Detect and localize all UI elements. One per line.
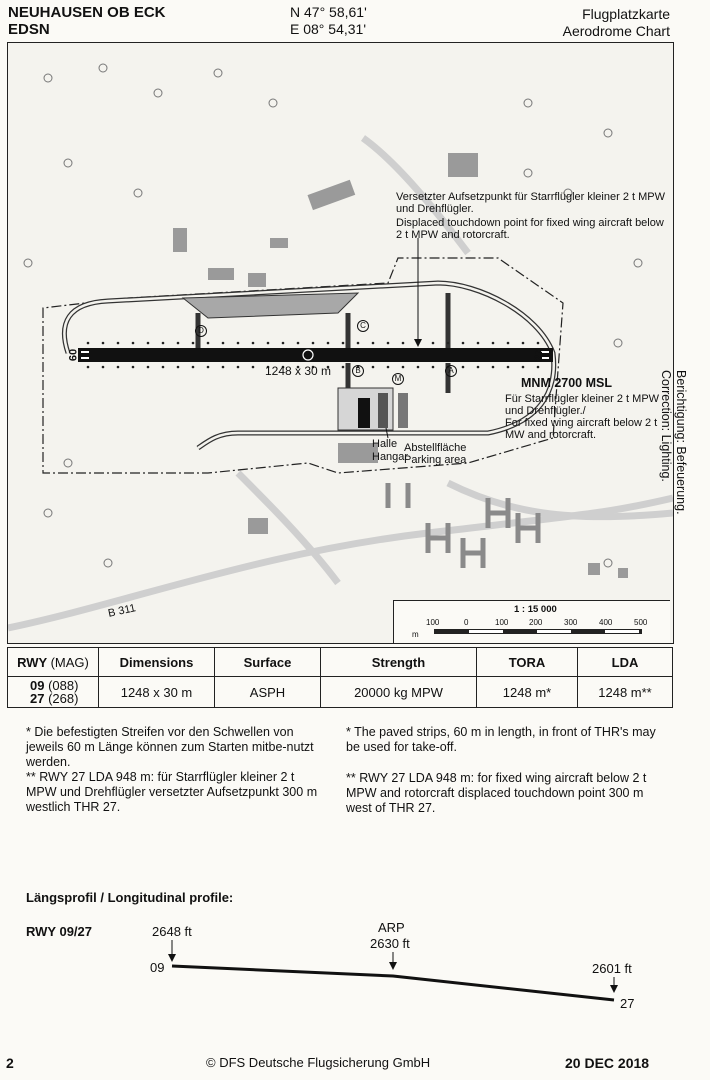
scale-tick-2: 100 bbox=[495, 618, 509, 627]
profile-left-thr: 09 bbox=[150, 960, 165, 975]
profile-title: Längsprofil / Longitudinal profile: bbox=[26, 890, 234, 905]
note-de-1: * Die befestigten Streifen vor den Schwellen von jeweils 60 m Länge können zum Starten mitbe-nutzt werden. bbox=[26, 725, 314, 769]
scale-tick-5: 400 bbox=[599, 618, 613, 627]
copyright: © DFS Deutsche Flugsicherung GmbH bbox=[206, 1055, 431, 1070]
scale-unit: m bbox=[412, 630, 419, 639]
header-lda: LDA bbox=[578, 648, 673, 677]
scale-title: 1 : 15 000 bbox=[514, 604, 557, 615]
displaced-note-de: Versetzter Aufsetzpunkt für Starrflügler kleiner 2 t MPW und Drehflügler. bbox=[396, 191, 665, 215]
profile-right-elev: 2601 ft bbox=[592, 961, 632, 976]
hangar-label: Hangar bbox=[372, 451, 409, 463]
scale-tick-3: 200 bbox=[529, 618, 543, 627]
taxiway-m-label: M bbox=[392, 373, 404, 385]
note-en-1: * The paved strips, 60 m in length, in front of THR's may be used for take-off. bbox=[346, 725, 656, 754]
latitude: N 47° 58,61' bbox=[290, 4, 367, 20]
header-tora: TORA bbox=[477, 648, 578, 677]
cell-lda: 1248 m** bbox=[578, 677, 673, 708]
longitude: E 08° 54,31' bbox=[290, 21, 366, 37]
profile-left-elev: 2648 ft bbox=[152, 924, 192, 939]
halle-label: Halle bbox=[372, 438, 398, 450]
taxiway-c-label: C bbox=[357, 320, 369, 332]
note-de-2: ** RWY 27 LDA 948 m: für Starrflügler kleiner 2 t MPW und Drehflügler versetzter Aufsetzpunkt 300 m westlich THR 27. bbox=[26, 770, 318, 814]
taxiway-d-label: D bbox=[195, 325, 207, 337]
correction-en: Correction: Lighting. bbox=[659, 370, 673, 482]
header-rwy: RWY (MAG) bbox=[8, 648, 99, 677]
cell-strength: 20000 kg MPW bbox=[321, 677, 477, 708]
icao-code: EDSN bbox=[8, 21, 50, 38]
displaced-note-en: Displaced touchdown point for fixed wing aircraft below 2 t MPW and rotorcraft. bbox=[396, 217, 664, 241]
profile-arp-label: ARP bbox=[378, 920, 405, 935]
taxiway-a-label: A bbox=[445, 365, 457, 377]
correction-de: Berichtigung: Befeuerung. bbox=[674, 370, 688, 515]
profile-rwy: RWY 09/27 bbox=[26, 924, 93, 939]
road-label: B 311 bbox=[107, 602, 137, 620]
header-dimensions: Dimensions bbox=[99, 648, 215, 677]
mnm-note-en: For fixed wing aircraft below 2 t MW and rotorcraft. bbox=[505, 417, 658, 441]
profile-line bbox=[172, 966, 614, 1000]
page-number: 2 bbox=[6, 1055, 14, 1071]
abstellflaeche-label: Abstellfläche bbox=[404, 442, 467, 454]
cell-rwy: 09 (088) 27 (268) bbox=[8, 677, 99, 708]
scale-tick-0: 100 bbox=[426, 618, 440, 627]
cell-tora: 1248 m* bbox=[477, 677, 578, 708]
title-en: Aerodrome Chart bbox=[562, 23, 670, 39]
scale-tick-4: 300 bbox=[564, 618, 578, 627]
header-strength: Strength bbox=[321, 648, 477, 677]
scale-tick-1: 0 bbox=[464, 618, 469, 627]
cell-dimensions: 1248 x 30 m bbox=[99, 677, 215, 708]
runway-dimensions-label: 1248 x 30 m bbox=[265, 364, 332, 378]
title-de: Flugplatzkarte bbox=[582, 6, 670, 22]
mnm-note-de: Für Starrflügler kleiner 2 t MPW und Drehflügler./ bbox=[505, 393, 660, 417]
note-en-2: ** RWY 27 LDA 948 m: for fixed wing aircraft below 2 t MPW and rotorcraft displaced touchdown point 300 m west of THR 27. bbox=[346, 771, 647, 815]
header-surface: Surface bbox=[215, 648, 321, 677]
profile-arp-elev: 2630 ft bbox=[370, 936, 410, 951]
mnm-label: MNM 2700 MSL bbox=[521, 376, 612, 390]
threshold-09-label: 09 bbox=[66, 348, 79, 362]
scale-tick-6: 500 bbox=[634, 618, 648, 627]
taxiway-b-label: B bbox=[352, 365, 364, 377]
threshold-27-label: 27 bbox=[533, 348, 546, 362]
cell-surface: ASPH bbox=[215, 677, 321, 708]
airport-name: NEUHAUSEN OB ECK bbox=[8, 4, 166, 21]
profile-right-thr: 27 bbox=[620, 996, 635, 1011]
chart-date: 20 DEC 2018 bbox=[565, 1055, 650, 1071]
parking-area-label: Parking area bbox=[404, 454, 467, 466]
